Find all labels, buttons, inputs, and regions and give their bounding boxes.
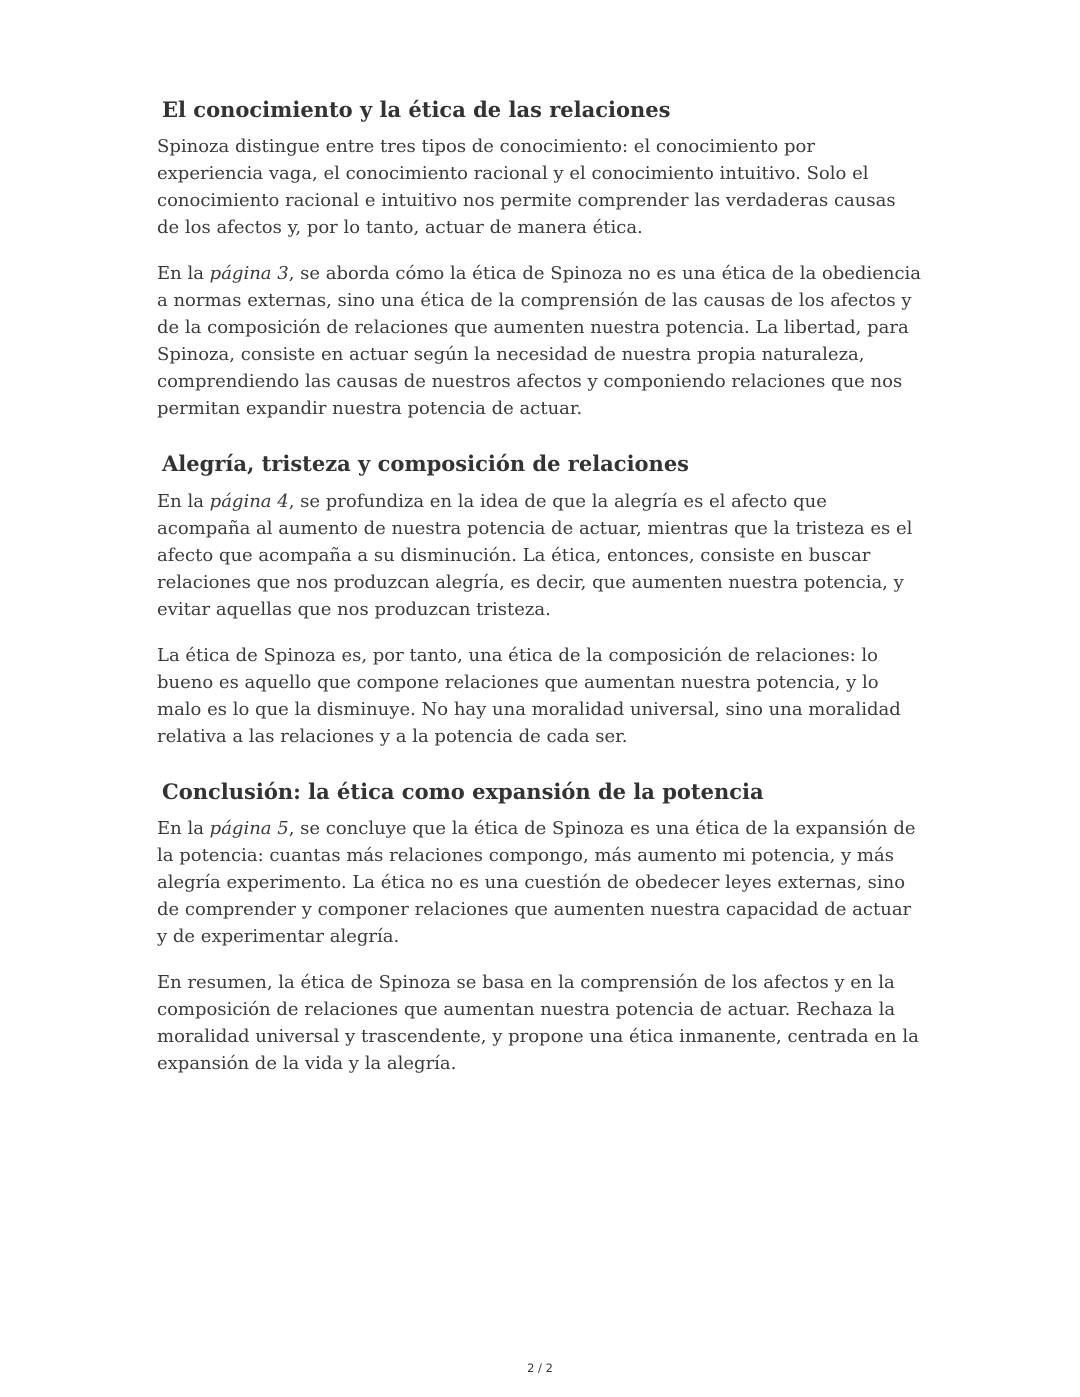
page-reference: página 5 (209, 817, 289, 839)
section-alegria-tristeza (157, 450, 922, 749)
paragraph-text: La ética de Spinoza es, por tanto, una ética de la composición de relaciones: lo bueno es aquello que compone relaciones que aumentan nuestra potencia, y lo malo es lo que la disminuye. No hay una moralidad universal, sino una moralidad relativa a las relaciones y a la potencia de cada ser. (157, 644, 901, 747)
paragraph-text: En la (157, 490, 210, 512)
paragraph-text: Spinoza distingue entre tres tipos de conocimiento: el conocimiento por experiencia vaga, el conocimiento racional y el conocimiento intuitivo. Solo el conocimiento racional e intuitivo nos permite comprender las verdaderas causas de los afectos y, por lo tanto, actuar de manera ética. (157, 136, 896, 239)
paragraph-text: , se concluye que la ética de Spinoza es una ética de la expansión de la potencia: cuantas más relaciones compongo, más aumento mi potencia, y más alegría experimento. La ética no es una cuestión de obedecer leyes externas, sino de comprender y componer relaciones que aumenten nuestra capacidad de actuar y de experimentar alegría. (157, 817, 916, 947)
paragraph-text: , se profundiza en la idea de que la alegría es el afecto que acompaña al aumento de nuestra potencia de actuar, mientras que la tristeza es el afecto que acompaña a su disminución. La ética, entonces, consiste en buscar relaciones que nos produzcan alegría, es decir, que aumenten nuestra potencia, y evitar aquellas que nos produzcan tristeza. (157, 490, 913, 620)
section-heading: Alegría, tristeza y composición de relaciones (162, 451, 690, 477)
paragraph-text: , se aborda cómo la ética de Spinoza no es una ética de la obediencia a normas externas, sino una ética de la comprensión de las causas de los afectos y de la composición de relaciones que aumenten nuestra potencia. La libertad, para Spinoza, consiste en actuar según la necesidad de nuestra propia naturaleza, comprendiendo las causas de nuestros afectos y componiendo relaciones que nos permitan expandir nuestra potencia de actuar. (157, 263, 922, 420)
page-reference: página 4 (209, 490, 289, 512)
page-reference: página 3 (209, 263, 289, 285)
paragraph (157, 642, 922, 750)
page-number: 2 / 2 (527, 1361, 553, 1375)
paragraph (157, 133, 922, 241)
section-conocimiento (157, 96, 922, 422)
paragraph (157, 815, 922, 950)
page-footer (0, 1361, 1080, 1375)
section-heading: El conocimiento y la ética de las relaciones (162, 97, 671, 122)
paragraph-text: En la (157, 817, 210, 839)
paragraph (157, 260, 922, 422)
section-conclusion (157, 778, 922, 1077)
paragraph (157, 969, 922, 1077)
paragraph-text: En resumen, la ética de Spinoza se basa en la comprensión de los afectos y en la composición de relaciones que aumentan nuestra potencia de actuar. Rechaza la moralidad universal y trascendente, y propone una ética inmanente, centrada en la expansión de la vida y la alegría. (157, 971, 919, 1074)
paragraph (157, 488, 922, 623)
section-heading: Conclusión: la ética como expansión de la potencia (162, 778, 764, 804)
paragraph-text: En la (157, 263, 210, 285)
